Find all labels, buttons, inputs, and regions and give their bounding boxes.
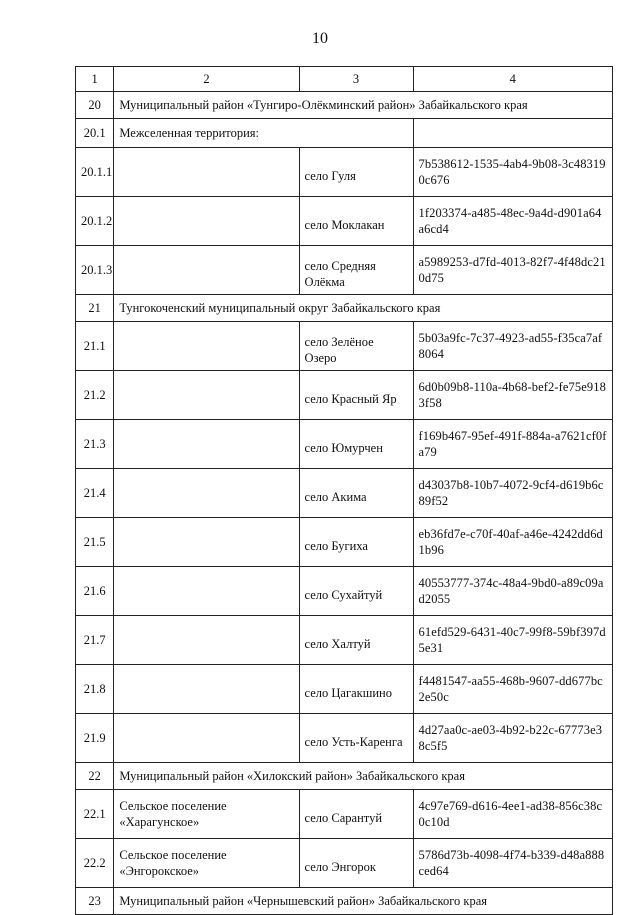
row-number: 20.1.1 (76, 148, 114, 197)
section-row (76, 888, 613, 915)
locality-name: село Акима (299, 469, 413, 518)
page-number: 10 (312, 30, 328, 47)
empty-cell (413, 119, 612, 148)
settlement-name (114, 197, 299, 246)
guid-code: 6d0b09b8-110a-4b68-bef2-fe75e9183f58 (413, 371, 612, 420)
section-title: Муниципальный район «Хилокский район» Забайкальского края (114, 763, 613, 790)
row-number: 21.3 (76, 420, 114, 469)
row-number: 21.1 (76, 322, 114, 371)
row-number: 23 (76, 888, 114, 915)
row-number: 21 (76, 295, 114, 322)
locality-name: село Бугиха (299, 518, 413, 567)
section-row (76, 92, 613, 119)
section-row (76, 295, 613, 322)
settlement-name (114, 246, 299, 295)
locality-name: село Цагакшино (299, 665, 413, 714)
locality-name: село Гуля (299, 148, 413, 197)
locality-name: село Усть-Каренга (299, 714, 413, 763)
guid-code: a5989253-d7fd-4013-82f7-4f48dc210d75 (413, 246, 612, 295)
table-row (76, 839, 613, 888)
locality-name: село Зелёное Озеро (299, 322, 413, 371)
section-title: Тунгокоченский муниципальный округ Забайкальского края (114, 295, 613, 322)
table-row (76, 148, 613, 197)
row-number: 20.1.2 (76, 197, 114, 246)
guid-code: f4481547-aa55-468b-9607-dd677bc2e50c (413, 665, 612, 714)
locality-name: село Юмурчен (299, 420, 413, 469)
guid-code: 4d27aa0c-ae03-4b92-b22c-67773e38c5f5 (413, 714, 612, 763)
settlement-name (114, 322, 299, 371)
guid-code: 40553777-374c-48a4-9bd0-a89c09ad2055 (413, 567, 612, 616)
table-row (76, 322, 613, 371)
guid-code: 1f203374-a485-48ec-9a4d-d901a64a6cd4 (413, 197, 612, 246)
guid-code: 5b03a9fc-7c37-4923-ad55-f35ca7af8064 (413, 322, 612, 371)
row-number: 20.1 (76, 119, 114, 148)
row-number: 21.8 (76, 665, 114, 714)
guid-code: 7b538612-1535-4ab4-9b08-3c483190c676 (413, 148, 612, 197)
settlement-name (114, 714, 299, 763)
guid-code: 4c97e769-d616-4ee1-ad38-856c38c0c10d (413, 790, 612, 839)
table-row (76, 790, 613, 839)
row-number: 22.1 (76, 790, 114, 839)
table-row (76, 518, 613, 567)
subsection-title: Межселенная территория: (114, 119, 413, 148)
settlement-name (114, 469, 299, 518)
settlement-name (114, 518, 299, 567)
row-number: 22 (76, 763, 114, 790)
subsection-row (76, 119, 613, 148)
header-cell-2: 2 (114, 67, 299, 92)
row-number: 20.1.3 (76, 246, 114, 295)
section-title: Муниципальный район «Чернышевский район» Забайкальского края (114, 888, 613, 915)
table-row (76, 665, 613, 714)
locality-name: село Средняя Олёкма (299, 246, 413, 295)
guid-code: d43037b8-10b7-4072-9cf4-d619b6c89f52 (413, 469, 612, 518)
settlement-name (114, 616, 299, 665)
row-number: 21.7 (76, 616, 114, 665)
table-row (76, 567, 613, 616)
settlement-name (114, 148, 299, 197)
header-cell-3: 3 (299, 67, 413, 92)
header-cell-4: 4 (413, 67, 612, 92)
row-number: 20 (76, 92, 114, 119)
table-row (76, 420, 613, 469)
locality-name: село Сарантуй (299, 790, 413, 839)
table-row (76, 469, 613, 518)
settlement-name: Сельское поселение «Энгорокское» (114, 839, 299, 888)
settlement-name (114, 665, 299, 714)
locality-name: село Сухайтуй (299, 567, 413, 616)
guid-code: f169b467-95ef-491f-884a-a7621cf0fa79 (413, 420, 612, 469)
row-number: 21.4 (76, 469, 114, 518)
settlement-name (114, 567, 299, 616)
locality-name: село Моклакан (299, 197, 413, 246)
settlement-name: Сельское поселение «Харагунское» (114, 790, 299, 839)
locality-name: село Красный Яр (299, 371, 413, 420)
row-number: 21.6 (76, 567, 114, 616)
section-row (76, 763, 613, 790)
guid-code: 5786d73b-4098-4f74-b339-d48a888ced64 (413, 839, 612, 888)
table-row (76, 616, 613, 665)
section-title: Муниципальный район «Тунгиро-Олёкминский район» Забайкальского края (114, 92, 613, 119)
locality-name: село Энгорок (299, 839, 413, 888)
document-table (75, 66, 613, 915)
header-cell-1: 1 (76, 67, 114, 92)
guid-code: eb36fd7e-c70f-40af-a46e-4242dd6d1b96 (413, 518, 612, 567)
row-number: 21.9 (76, 714, 114, 763)
locality-name: село Халтуй (299, 616, 413, 665)
table-row (76, 197, 613, 246)
settlement-name (114, 420, 299, 469)
guid-code: 61efd529-6431-40c7-99f8-59bf397d5e31 (413, 616, 612, 665)
table-row (76, 714, 613, 763)
table-row (76, 246, 613, 295)
table-header-row (76, 67, 613, 92)
table-body (76, 67, 613, 915)
row-number: 21.5 (76, 518, 114, 567)
table-row (76, 371, 613, 420)
row-number: 21.2 (76, 371, 114, 420)
row-number: 22.2 (76, 839, 114, 888)
settlement-name (114, 371, 299, 420)
